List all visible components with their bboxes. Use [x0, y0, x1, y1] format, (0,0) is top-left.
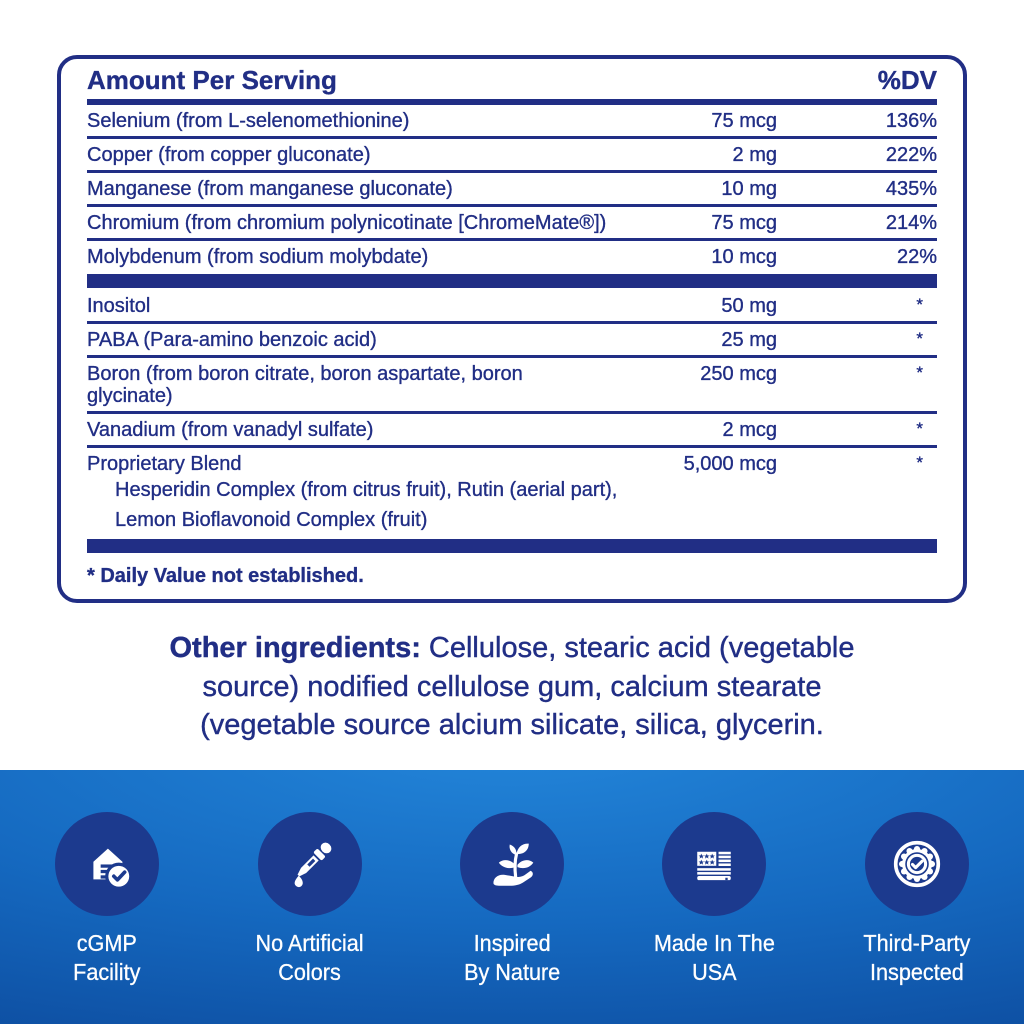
nutrient-amount: 50 mg	[721, 294, 777, 317]
dv-column-label: %DV	[877, 65, 937, 95]
nutrient-name: Copper (from copper gluconate)	[87, 143, 371, 166]
nutrient-dv: 222%	[885, 143, 937, 166]
amount-per-serving-label: Amount Per Serving	[87, 65, 337, 95]
table-row	[87, 290, 937, 321]
made-in-usa-icon	[662, 812, 766, 916]
nutrient-name: Proprietary Blend	[87, 452, 242, 475]
badge-inspired-by-nature	[416, 812, 608, 987]
table-row	[87, 105, 937, 136]
badge-label: Inspired By Nature	[463, 930, 561, 985]
nutrient-name: Selenium (from L-selenomethionine)	[87, 109, 410, 132]
nutrient-amount: 2 mcg	[722, 418, 777, 441]
other-ingredients-label: Other ingredients:	[169, 632, 421, 664]
badge-cgmp-facility	[11, 812, 203, 987]
table-row	[87, 414, 937, 445]
table-row	[87, 324, 937, 355]
nutrient-dv: 214%	[885, 211, 937, 234]
panel-header	[87, 63, 937, 99]
nutrient-dv: *	[916, 294, 923, 314]
table-row	[87, 207, 937, 238]
blend-ingredient-line: Lemon Bioflavonoid Complex (fruit)	[115, 509, 428, 531]
badge-label: cGMP Facility	[73, 930, 141, 985]
other-ingredients	[0, 629, 1024, 745]
badge-label: Made In The USA	[653, 930, 775, 985]
table-row	[87, 241, 937, 272]
nutrient-amount: 75 mcg	[711, 109, 777, 132]
no-artificial-colors-icon	[258, 812, 362, 916]
badge-label: No Artificial Colors	[255, 930, 364, 985]
cgmp-facility-icon	[55, 812, 159, 916]
badge-third-party-inspected	[821, 812, 1013, 987]
other-ingredients-line: (vegetable source alcium silicate, silica, glycerin.	[200, 709, 824, 741]
nutrient-dv: *	[916, 418, 923, 438]
nutrient-amount: 10 mcg	[711, 245, 777, 268]
nutrient-dv: *	[916, 362, 923, 382]
badge-made-in-usa	[618, 812, 810, 987]
proprietary-blend-block	[87, 448, 937, 537]
third-party-inspected-icon	[865, 812, 969, 916]
nutrient-amount: 10 mg	[721, 177, 777, 200]
nutrient-name: Inositol	[87, 294, 151, 317]
table-row	[87, 139, 937, 170]
nutrient-dv: *	[916, 328, 923, 348]
table-row	[87, 358, 937, 411]
nutrient-dv: 435%	[885, 177, 937, 200]
section-divider-bar	[87, 539, 937, 553]
nutrient-name: Vanadium (from vanadyl sulfate)	[87, 418, 374, 441]
other-ingredients-line: source) nodified cellulose gum, calcium stearate	[202, 670, 822, 703]
nutrient-name: Manganese (from manganese gluconate)	[87, 177, 453, 200]
supplement-facts-panel	[57, 55, 967, 603]
nutrient-dv: *	[916, 452, 923, 472]
nutrient-dv: 136%	[885, 109, 937, 132]
badge-no-artificial-colors	[213, 812, 405, 987]
nutrient-amount: 2 mg	[732, 143, 777, 166]
nutrient-name: Molybdenum (from sodium molybdate)	[87, 245, 429, 268]
nutrient-amount: 75 mcg	[711, 211, 777, 234]
nutrient-amount: 250 mcg	[700, 362, 777, 385]
badge-band	[0, 770, 1024, 1024]
section-divider-bar	[87, 274, 937, 288]
nutrient-amount: 25 mg	[721, 328, 777, 351]
table-row	[87, 448, 937, 479]
nutrient-amount: 5,000 mcg	[683, 452, 777, 475]
dv-footnote: * Daily Value not established.	[87, 565, 364, 587]
badge-label: Third-Party Inspected	[863, 930, 971, 985]
nutrient-name: Boron (from boron citrate, boron aspartate, boron glycinate)	[87, 362, 523, 407]
nutrient-name: PABA (Para-amino benzoic acid)	[87, 328, 377, 351]
inspired-by-nature-icon	[460, 812, 564, 916]
nutrient-dv: 22%	[896, 245, 937, 268]
blend-ingredient-line: Hesperidin Complex (from citrus fruit), Rutin (aerial part),	[115, 479, 618, 501]
table-row	[87, 173, 937, 204]
other-ingredients-line: Other ingredients: Cellulose, stearic acid (vegetable	[169, 632, 855, 664]
nutrient-name: Chromium (from chromium polynicotinate [ChromeMate®])	[87, 211, 607, 234]
